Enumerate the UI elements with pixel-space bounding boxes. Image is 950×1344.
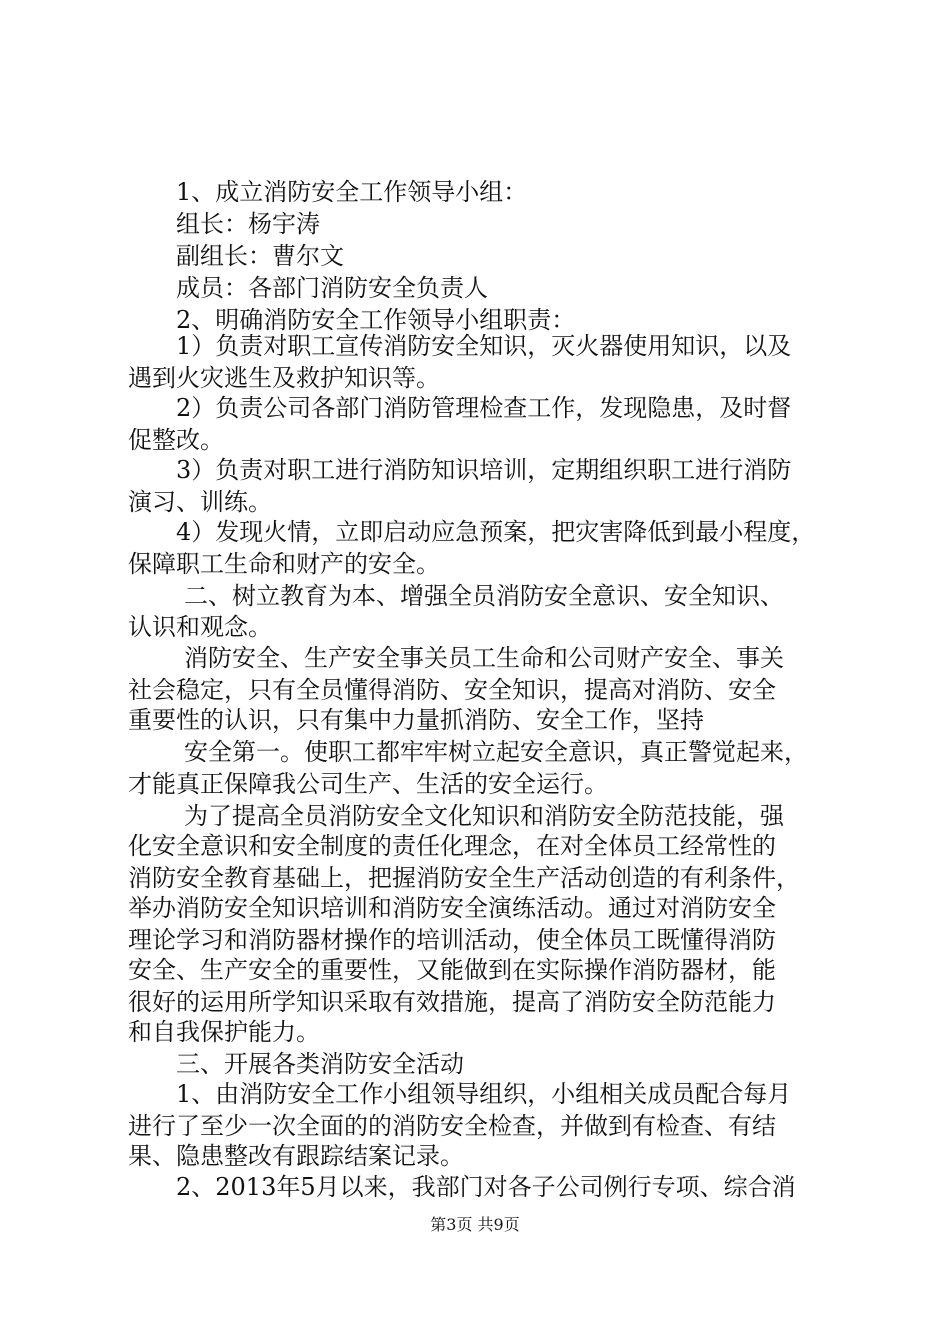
text-line: 才能真正保障我公司生产、生活的安全运行。 <box>128 770 608 798</box>
text-line: 和自我保护能力。 <box>128 1018 320 1046</box>
text-line: 认识和观念。 <box>128 613 272 641</box>
text-line: 很好的运用所学知识采取有效措施，提高了消防安全防范能力 <box>128 988 776 1016</box>
text-line: 保障职工生命和财产的安全。 <box>128 550 440 578</box>
text-line: 为了提高全员消防安全文化知识和消防安全防范技能，强 <box>184 802 784 830</box>
text-line: 促整改。 <box>128 426 224 454</box>
text-line: 1、成立消防安全工作领导小组： <box>176 178 528 206</box>
text-line: 4）发现火情，立即启动应急预案，把灾害降低到最小程度， <box>176 518 816 546</box>
text-line: 2）负责公司各部门消防管理检查工作，发现隐患，及时督 <box>176 394 792 422</box>
text-line: 理论学习和消防器材操作的培训活动，使全体员工既懂得消防 <box>128 926 776 954</box>
text-line: 果、隐患整改有跟踪结案记录。 <box>128 1142 464 1170</box>
text-line: 2、2013年5月以来，我部门对各子公司例行专项、综合消 <box>176 1173 796 1201</box>
text-line: 成员：各部门消防安全负责人 <box>176 274 488 302</box>
text-line: 二、树立教育为本、增强全员消防安全意识、安全知识、 <box>184 582 784 610</box>
text-line: 组长：杨宇涛 <box>176 210 320 238</box>
page-number-footer: 第3页 共9页 <box>430 1215 520 1234</box>
text-line: 演习、训练。 <box>128 488 272 516</box>
text-line: 3）负责对职工进行消防知识培训，定期组织职工进行消防 <box>176 456 792 484</box>
text-line: 1、由消防安全工作小组领导组织，小组相关成员配合每月 <box>176 1080 792 1108</box>
text-line: 安全第一。使职工都牢牢树立起安全意识，真正警觉起来， <box>184 738 808 766</box>
text-line: 举办消防安全知识培训和消防安全演练活动。通过对消防安全 <box>128 894 776 922</box>
text-line: 重要性的认识，只有集中力量抓消防、安全工作，坚持 <box>128 706 704 734</box>
text-line: 进行了至少一次全面的的消防安全检查，并做到有检查、有结 <box>128 1112 776 1140</box>
text-line: 副组长：曹尔文 <box>176 242 344 270</box>
text-line: 遇到火灾逃生及救护知识等。 <box>128 364 440 392</box>
text-line: 消防安全教育基础上，把握消防安全生产活动创造的有利条件， <box>128 864 800 892</box>
text-line: 安全、生产安全的重要性，又能做到在实际操作消防器材，能 <box>128 956 776 984</box>
text-line: 化安全意识和安全制度的责任化理念，在对全体员工经常性的 <box>128 832 776 860</box>
text-line: 消防安全、生产安全事关员工生命和公司财产安全、事关 <box>184 644 784 672</box>
text-line: 1）负责对职工宣传消防安全知识，灭火器使用知识，以及 <box>176 332 792 360</box>
text-line: 社会稳定，只有全员懂得消防、安全知识，提高对消防、安全 <box>128 676 776 704</box>
text-line: 2、明确消防安全工作领导小组职责： <box>176 306 576 334</box>
text-line: 三、开展各类消防安全活动 <box>176 1050 464 1078</box>
